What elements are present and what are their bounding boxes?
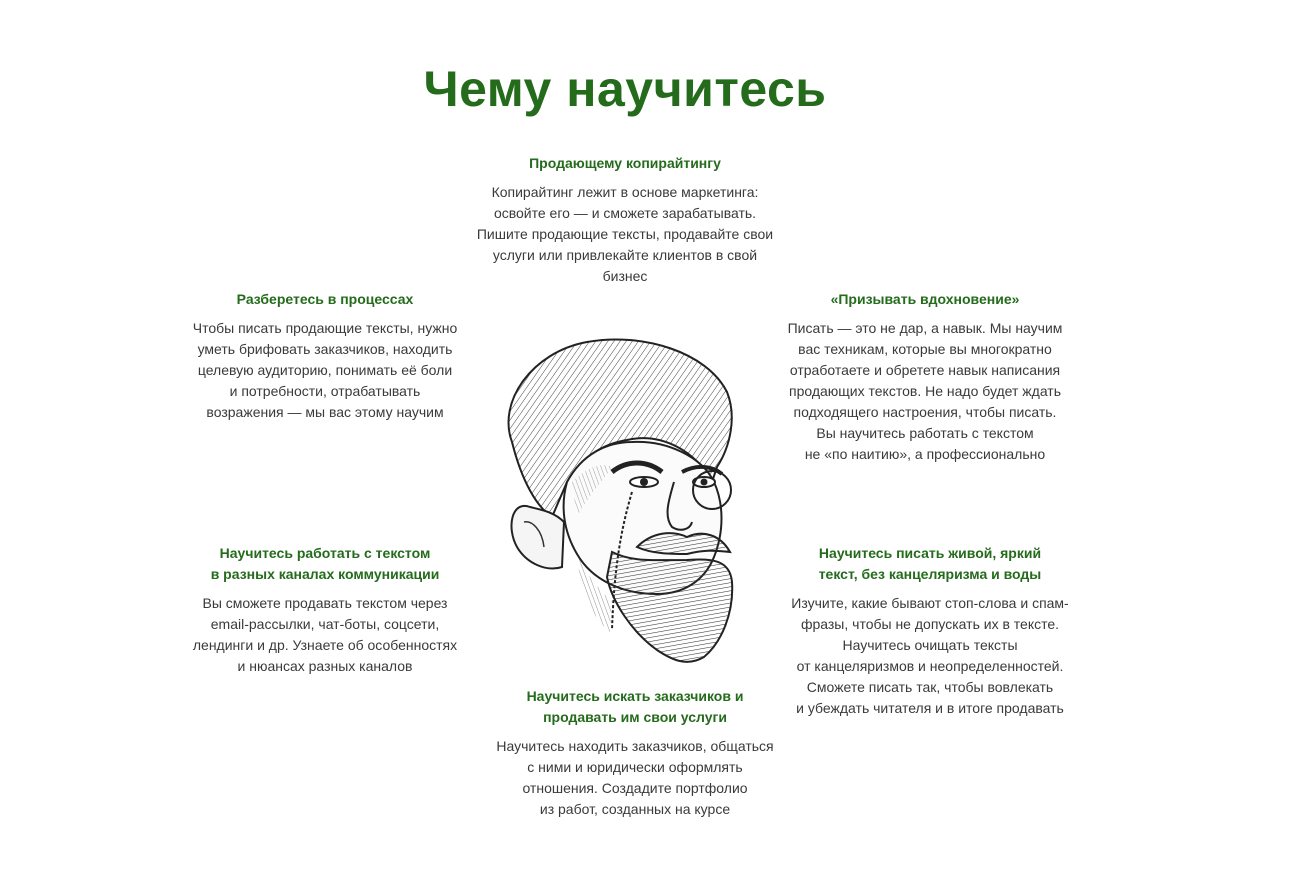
skill-title: «Призывать вдохновение» [830, 291, 1020, 307]
skill-title: Научитесь искать заказчиков и продавать им свои услуги [526, 688, 744, 725]
skill-description: Научитесь находить заказчиков, общаться с ними и юридически оформлять отношения. Создадите портфолио из работ, созданных на курсе [496, 738, 774, 817]
skill-description: Чтобы писать продающие тексты, нужно уметь брифовать заказчиков, находить целевую аудиторию, понимать её боли и потребности, отрабатывать возражения — мы вас этому научим [192, 320, 458, 420]
skill-title: Продающему копирайтингу [529, 155, 721, 171]
skill-block-inspiration [740, 289, 1110, 465]
skill-title: Разберетесь в процессах [236, 291, 414, 307]
skill-block-clients [450, 686, 820, 820]
skill-title: Научитесь работать с текстом в разных каналах коммуникации [210, 545, 440, 582]
page-title: Чему научитесь [423, 61, 827, 117]
skill-block-processes [140, 289, 510, 423]
bearded-man-portrait-illustration [492, 332, 742, 667]
skill-title: Научитесь писать живой, яркий текст, без канцеляризма и воды [818, 545, 1042, 582]
skill-description: Изучите, какие бывают стоп-слова и спам- фразы, чтобы не допускать их в тексте. Научитесь очищать тексты от канцеляризмов и неопределенностей. Сможете писать так, чтобы вовлекать и убеждать читателя и в итоге продавать [791, 595, 1069, 716]
skill-block-copywriting [440, 153, 810, 287]
skill-block-channels [140, 543, 510, 677]
skill-description: Писать — это не дар, а навык. Мы научим вас техникам, которые вы многократно отработаете и обретете навык написания продающих текстов. Не надо будет ждать подходящего настроения, чтобы писать. Вы научитесь работать с текстом не «по наитию», а профессионально [787, 320, 1063, 462]
skill-description: Вы сможете продавать текстом через email-рассылки, чат-боты, соцсети, лендинги и др. Узнаете об особенностях и нюансах разных каналов [192, 595, 458, 674]
skill-description: Копирайтинг лежит в основе маркетинга: освойте его — и сможете зарабатывать. Пишите продающие тексты, продавайте свои услуги или привлекайте клиентов в свой бизнес [476, 184, 774, 284]
